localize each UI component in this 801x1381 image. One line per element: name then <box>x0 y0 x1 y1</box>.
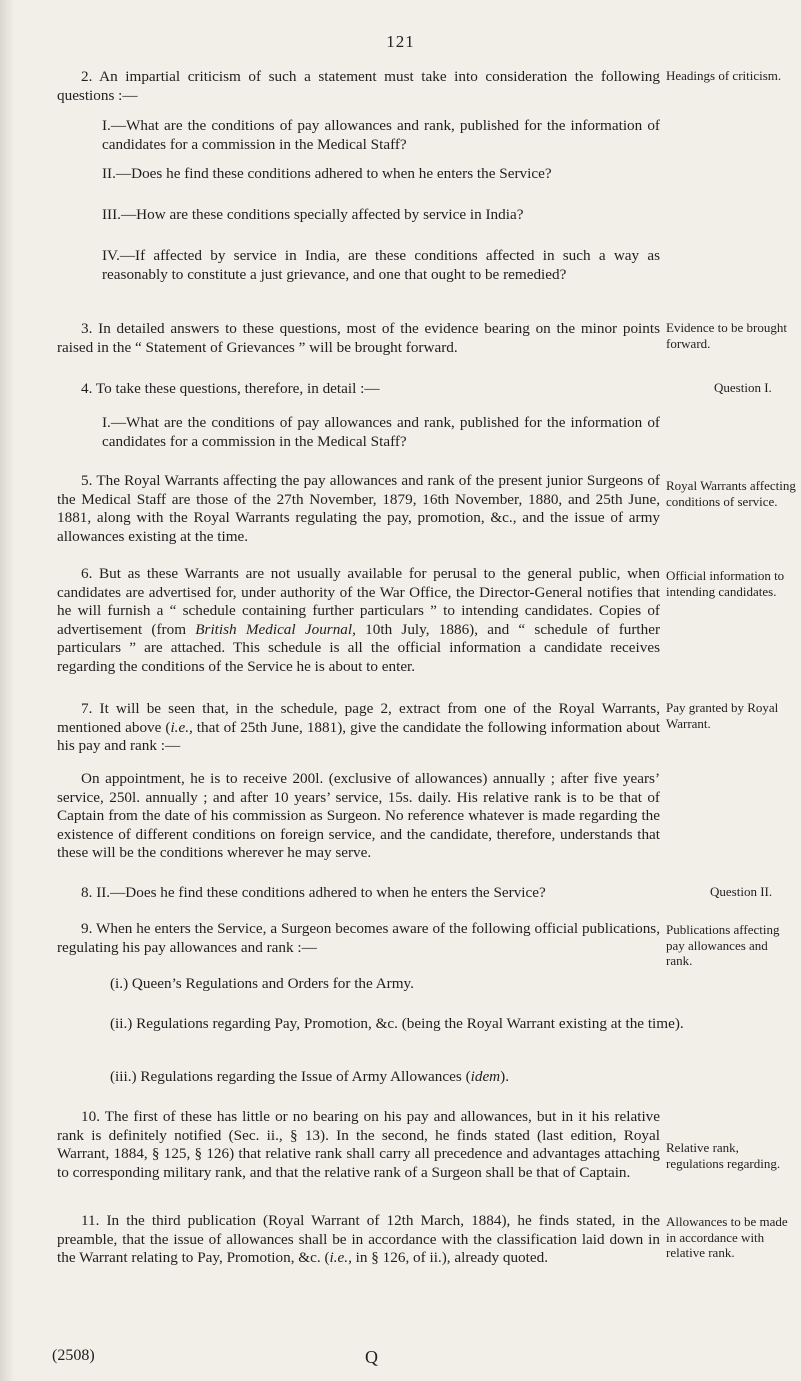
paragraph-5: 5. The Royal Warrants affecting the pay allowances and rank of the present junior Surgeons of the Medical Staff are those of the 27th November, 1879, 16th November, 1880, and 25th June, 1881, along with the Royal Warrants regulating the pay, promotion, &c., and the issue of army allowances existing at the time. <box>57 472 660 545</box>
paragraph-3: 3. In detailed answers to these questions, most of the evidence bearing on the minor points raised in the “ Statement of Grievances ” will be brought forward. <box>57 320 660 356</box>
list-item-3: (iii.) Regulations regarding the Issue of Army Allowances (idem). <box>110 1068 510 1085</box>
paragraph-4: 4. To take these questions, therefore, in detail :— <box>81 380 380 397</box>
margin-note-pay-granted: Pay granted by Royal Warrant. <box>666 700 779 731</box>
page-number: 121 <box>386 32 415 51</box>
margin-note-relative-rank: Relative rank, regulations regarding. <box>666 1140 781 1171</box>
paragraph-10: 10. The first of these has little or no bearing on his pay and allowances, but in it his relative rank is definitely notified (Sec. ii., § 13). In the second, he finds stated (last edition, Royal Warrant, 1884, § 125, § 126) that relative rank shall carry all precedence and advantages attaching to corresponding military rank, and that the relative rank of a Surgeon shall be that of Captain. <box>57 1108 660 1181</box>
list-item-2: (ii.) Regulations regarding Pay, Promotion, &c. (being the Royal Warrant existing at the time). <box>110 1015 684 1032</box>
question-4: IV.—If affected by service in India, are these conditions affected in such a way as reasonably to constitute a just grievance, and one that ought to be remedied? <box>102 247 660 283</box>
list-item-1: (i.) Queen’s Regulations and Orders for the Army. <box>110 975 414 992</box>
margin-note-headings: Headings of criticism. <box>666 68 782 83</box>
question-2: II.—Does he find these conditions adhered to when he enters the Service? <box>102 165 552 182</box>
margin-note-question-2: Question II. <box>710 884 773 899</box>
footer-code: (2508) <box>52 1347 95 1364</box>
question-1-repeat: I.—What are the conditions of pay allowances and rank, published for the information of candidates for a commission in the Medical Staff? <box>102 414 660 450</box>
margin-note-publications: Publications affecting pay allowances and rank. <box>666 922 780 968</box>
paragraph-9: 9. When he enters the Service, a Surgeon becomes aware of the following official publications, regulating his pay allowances and rank :— <box>57 920 660 956</box>
question-1: I.—What are the conditions of pay allowances and rank, published for the information of candidates for a commission in the Medical Staff? <box>102 117 660 153</box>
footer-signature: Q <box>365 1347 378 1367</box>
margin-note-allowances: Allowances to be made in accordance with relative rank. <box>666 1214 788 1260</box>
paragraph-6: 6. But as these Warrants are not usually available for perusal to the general public, when candidates are advertised for, under authority of the War Office, the Director-General notifies that he will furnish a “ schedule containing further particulars ” to intending candidates. Copies of advertisement (from British Medical Journal, 10th July, 1886), and “ schedule of further particulars ” are attached. This schedule is all the official information a candidate receives regarding the conditions of the Service he is about to enter. <box>57 565 661 675</box>
margin-note-royal-warrants: Royal Warrants affecting conditions of service. <box>666 478 796 509</box>
page-binding-edge <box>0 0 14 1381</box>
margin-note-question-1: Question I. <box>714 380 772 395</box>
question-3: III.—How are these conditions specially affected by service in India? <box>102 206 524 223</box>
paragraph-8: 8. II.—Does he find these conditions adhered to when he enters the Service? <box>81 884 546 901</box>
margin-note-evidence: Evidence to be brought forward. <box>666 320 787 351</box>
paragraph-7: 7. It will be seen that, in the schedule, page 2, extract from one of the Royal Warrants, mentioned above (i.e., that of 25th June, 1881), give the candidate the following information about his pay and rank :— <box>57 700 660 754</box>
paragraph-7-quote: On appointment, he is to receive 200l. (exclusive of allowances) annually ; after five years’ service, 250l. annually ; and after 10 years’ service, 15s. daily. His relative rank is to be that of Captain from the date of his commission as Surgeon. No reference whatever is made regarding the existence of different conditions on foreign service, and the candidate, therefore, understands that these will be the conditions wherever he may serve. <box>57 770 660 861</box>
margin-note-official-information: Official information to intending candidates. <box>666 568 785 599</box>
paragraph-11: 11. In the third publication (Royal Warrant of 12th March, 1884), he finds stated, in the preamble, that the issue of allowances shall be in accordance with the classification laid down in the Warrant relating to Pay, Promotion, &c. (i.e., in § 126, of ii.), already quoted. <box>57 1212 660 1266</box>
paragraph-2: 2. An impartial criticism of such a statement must take into consideration the following questions :— <box>57 68 660 104</box>
